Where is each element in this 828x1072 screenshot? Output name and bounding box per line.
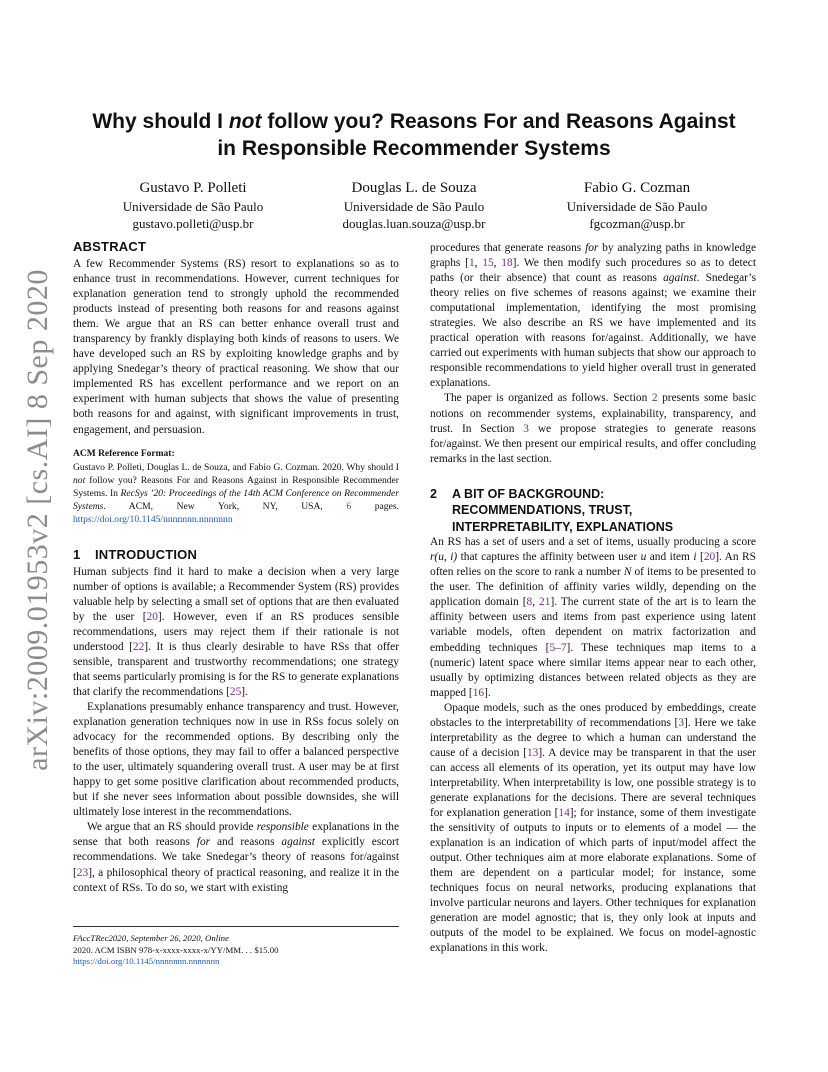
paper-title bbox=[60, 108, 768, 162]
citation-link[interactable]: 8 bbox=[526, 596, 533, 609]
right-column bbox=[430, 241, 756, 957]
intro-paragraph-2: Explanations presumably enhance transparency and trust. However, explanation generation techniques now in use in RSs focus solely on advocacy for the recommended options. By describing only the benefits of those options, they may fail to offer a balanced perspective to the user, ultimately squandering overall trust. A user may be at first happy to get some positive clarification about recommended products, but if she never sees information about possible downsides, she will ultimately lose interest in the recommendations. bbox=[73, 701, 399, 819]
citation-link[interactable]: 15 bbox=[482, 257, 494, 270]
title-part: Why should I bbox=[92, 110, 229, 133]
citation-link[interactable]: 23 bbox=[76, 866, 89, 879]
doi-link[interactable]: https://doi.org/10.1145/nnnnnnn.nnnnnnn bbox=[73, 514, 233, 526]
author-affiliation: Universidade de São Paulo bbox=[122, 199, 264, 214]
author-block-1 bbox=[83, 178, 303, 232]
section-link[interactable]: 2 bbox=[651, 392, 658, 405]
pages-link[interactable]: 6 bbox=[346, 501, 352, 513]
title-line-2: in Responsible Recommender Systems bbox=[217, 137, 611, 160]
section-link[interactable]: 3 bbox=[523, 422, 529, 435]
acm-ref-emphasis: not bbox=[73, 474, 86, 486]
arxiv-id: arXiv:2009.01953v2 [cs.AI] 8 Sep 2020 bbox=[21, 269, 54, 771]
background-paragraph-2: Opaque models, such as the ones produced by embeddings, create obstacles to the interpretability of recommendations [3]. Here we take interpretability as the degree to which a human can understand the cause of a decision [13]. A device may be transparent in that the user can access all elements of its operation, yet its output may have low interpretability. When interpretability is low, one possible strategy is to generate explanations for the decisions. There are several techniques for explanation generation [14]; for instance, some of them investigate the sensitivity of outputs to inputs or to elements of a model — the explanation is an indication of which parts of input/model affect the output. Other techniques aim at more elaborate explanations. Some of them are dependent on a particular model; for instance, some techniques focus on neural networks, producing explanations that involve particular neurons and layers. Other techniques for explanation generation are model agnostic; that is, they only look at inputs and outputs of the model to be explained. We focus on model-agnostic explanations in this work. bbox=[430, 701, 757, 955]
acm-ref-authors: Gustavo P. Polleti, Douglas L. de Souza, and Fabio G. Cozman. 2020. Why should I bbox=[73, 461, 399, 473]
acm-ref-location: . ACM, New York, NY, USA, bbox=[103, 501, 347, 513]
section-title-line: INTERPRETABILITY, EXPLANATIONS bbox=[452, 519, 674, 534]
section-2-heading bbox=[430, 486, 756, 536]
citation-link[interactable]: 3 bbox=[678, 716, 685, 729]
section-1-heading bbox=[73, 546, 399, 563]
intro-paragraph-4: procedures that generate reasons for by analyzing paths in knowledge graphs [1, 15, 18]. We then modify such procedures so as to detect paths (or their absence) that count as reasons against. Snedegar’s theory relies on five schemes of reasons against; we examine their computational implementation, identifying the most promising strategies. We also describe an RS we have implemented and its practical operation with reasons for/against. Additionally, we have carried out experiments with human subjects that show our approach to responsible recommendations to yield higher overall trust in generated explanations. bbox=[430, 242, 757, 390]
author-name: Gustavo P. Polleti bbox=[139, 180, 247, 196]
citation-link[interactable]: 25 bbox=[229, 685, 242, 698]
title-emphasis: not bbox=[228, 110, 262, 133]
title-part: follow you? Reasons For and Reasons Against bbox=[261, 110, 736, 133]
acm-reference-heading: ACM Reference Format: bbox=[73, 448, 175, 459]
citation-link[interactable]: 13 bbox=[526, 746, 539, 759]
section-title-line: A BIT OF BACKGROUND: bbox=[452, 486, 605, 501]
author-email[interactable]: gustavo.polleti@usp.br bbox=[132, 216, 254, 231]
footnote-venue: FAccTRec2020, September 26, 2020, Online bbox=[73, 933, 229, 943]
acm-ref-venue: RecSys ’20: Proceedings of the 14th ACM Conference on Recommender Systems bbox=[73, 487, 399, 513]
citation-link[interactable]: 16 bbox=[472, 686, 485, 699]
citation-link[interactable]: 5–7 bbox=[549, 641, 567, 654]
author-email[interactable]: douglas.luan.souza@usp.br bbox=[342, 216, 486, 231]
citation-link[interactable]: 14 bbox=[558, 807, 570, 820]
abstract-heading: ABSTRACT bbox=[73, 239, 147, 254]
citation-link[interactable]: 18 bbox=[501, 257, 513, 270]
author-name: Fabio G. Cozman bbox=[583, 180, 691, 196]
left-column bbox=[73, 238, 399, 896]
author-block-2 bbox=[304, 178, 524, 232]
background-paragraph-1: An RS has a set of users and a set of items, usually producing a score r(u, i) that captures the affinity between user u and item i [20]. An RS often relies on the score to rank a number N of items to be presented to the user. The definition of affinity varies wildly, depending on the application domain [8, 21]. The current state of the art is to learn the affinity between users and items from past experience using latent variable models, often dependent on matrix factorization and embedding techniques [5–7]. These techniques map items to a (numeric) latent space where similar items appear near to each other, usually by optimizing distances between related objects as they are mapped [16]. bbox=[430, 536, 757, 699]
section-number: 2 bbox=[430, 486, 437, 501]
acm-ref-pages: pages. bbox=[351, 501, 399, 513]
intro-paragraph-5: The paper is organized as follows. Section 2 presents some basic notions on recommender systems, explainability, transparency, and trust. In Section 3 we propose strategies to generate reasons for/against. We then present our empirical results, and offer concluding remarks in the last section. bbox=[430, 392, 756, 465]
author-block-3 bbox=[527, 178, 747, 232]
citation-link[interactable]: 21 bbox=[539, 596, 551, 609]
acm-reference-text bbox=[73, 461, 399, 527]
section-title-line: RECOMMENDATIONS, TRUST, bbox=[452, 503, 633, 518]
arxiv-identifier-stamp bbox=[18, 269, 58, 771]
author-affiliation: Universidade de São Paulo bbox=[566, 199, 708, 214]
abstract-text: A few Recommender Systems (RS) resort to explanations so as to enhance trust in recommendations. However, current techniques for explanation generation tend to strongly uphold the recommended products instead of presenting both reasons for and reasons against them. We argue that an RS can better enhance overall trust and transparency by frankly displaying both kinds of reasons to users. We have developed such an RS by exploiting knowledge graphs and by applying Snedegar’s theory of practical reasoning. We show that our implemented RS has excellent performance and we report on an experiment with human subjects that shows the value of presenting both reasons for and against, with significant improvements in trust, engagement, and persuasion. bbox=[73, 258, 399, 436]
section-number: 1 bbox=[73, 546, 81, 562]
intro-paragraph-1: Human subjects find it hard to make a decision when a very large number of options is available; a Recommender System (RS) provides valuable help by selecting a small set of options that are then evaluated by the user [20]. However, even if an RS produces sensible recommendations, users may reject them if their rationale is not understood [22]. It is thus clearly desirable to have RSs that offer sensible, transparent and trustworthy recommendations; one strategy that seems particularly promising is for the RS to generate explanations that clarify the recommendations [25]. bbox=[73, 565, 399, 698]
footnote-doi-link[interactable]: https://doi.org/10.1145/nnnnnnn.nnnnnnn bbox=[73, 956, 220, 967]
citation-link[interactable]: 1 bbox=[468, 257, 475, 270]
intro-paragraph-3: We argue that an RS should provide responsible explanations in the sense that both reasons for and reasons against explicitly escort recommendations. We take Snedegar’s theory of reasons for/against [23], a philosophical theory of practical reasoning, and realize it in the context of RSs. To do so, we start with existing bbox=[73, 821, 400, 894]
citation-link[interactable]: 20 bbox=[146, 610, 158, 623]
footnote-isbn: 2020. ACM ISBN 978-x-xxxx-xxxx-x/YY/MM. . . $15.00 bbox=[73, 944, 279, 955]
author-email[interactable]: fgcozman@usp.br bbox=[589, 216, 685, 231]
author-affiliation: Universidade de São Paulo bbox=[343, 199, 485, 214]
footnote bbox=[73, 926, 399, 968]
citation-link[interactable]: 20 bbox=[703, 551, 716, 564]
acm-ref-title: follow you? Reasons For and Reasons Against in Responsible Recommender Systems. In bbox=[73, 474, 399, 499]
citation-link[interactable]: 22 bbox=[132, 640, 145, 653]
section-title: INTRODUCTION bbox=[95, 546, 198, 562]
author-name: Douglas L. de Souza bbox=[351, 180, 477, 196]
